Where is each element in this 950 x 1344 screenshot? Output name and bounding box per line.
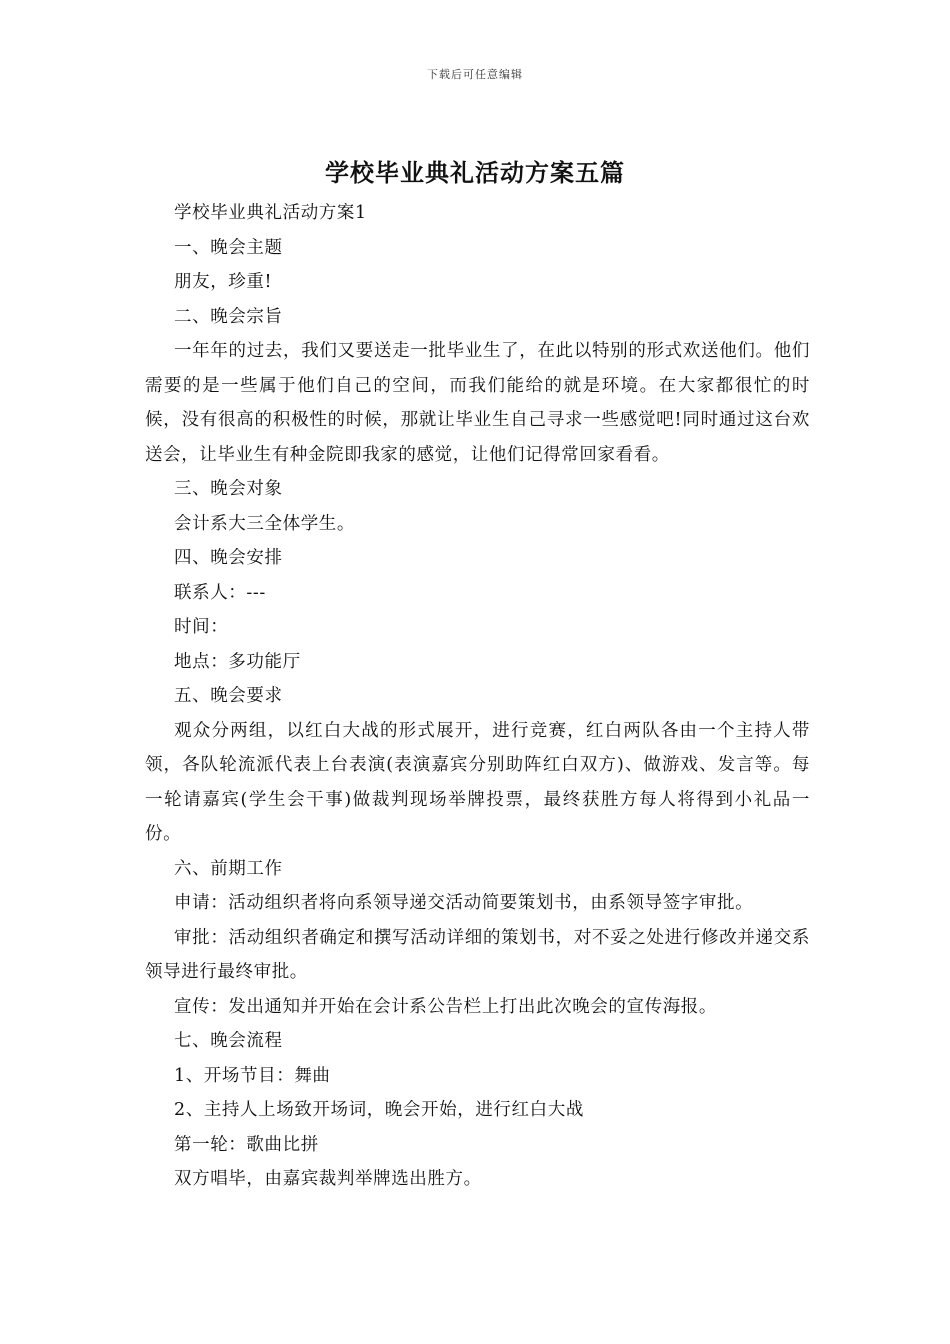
round-one: 第一轮：歌曲比拼: [174, 1134, 319, 1155]
requirements-text: 观众分两组，以红白大战的形式展开，进行竞赛，红白两队各由一个主持人带领，各队轮流派代表上台表演(表演嘉宾分别助阵红白双方)、做游戏、发言等。每一轮请嘉宾(学生会干事)做裁判现场举牌投票，最终获胜方每人将得到小礼品一份。: [145, 720, 810, 844]
flow-step-2: 2、主持人上场致开场词，晚会开始，进行红白大战: [174, 1100, 584, 1120]
heading-audience: 三、晚会对象: [174, 479, 283, 499]
heading-theme: 一、晚会主题: [174, 237, 283, 258]
theme-text: 朋友，珍重!: [174, 272, 273, 292]
flow-step-1: 1、开场节目：舞曲: [174, 1065, 331, 1086]
location-line: 地点：多功能厅: [174, 651, 301, 672]
heading-arrangement: 四、晚会安排: [174, 548, 283, 568]
heading-requirements: 五、晚会要求: [174, 686, 283, 706]
document-title: 学校毕业典礼活动方案五篇: [325, 158, 625, 187]
audience-text: 会计系大三全体学生。: [174, 513, 355, 534]
time-line: 时间：: [174, 617, 229, 637]
section-subtitle: 学校毕业典礼活动方案1: [174, 203, 367, 223]
document-body: [145, 196, 810, 1197]
purpose-text: 一年年的过去，我们又要送走一批毕业生了，在此以特别的形式欢送他们。他们需要的是一些属于他们自己的空间，而我们能给的就是环境。在大家都很忙的时候，没有很高的积极性的时候，那就让毕业生自己寻求一些感觉吧!同时通过这台欢送会，让毕业生有种金院即我家的感觉，让他们记得常回家看看。: [145, 341, 810, 465]
application-text: 申请：活动组织者将向系领导递交活动简要策划书，由系领导签字审批。: [174, 893, 754, 913]
approval-text: 审批：活动组织者确定和撰写活动详细的策划书，对不妥之处进行修改并递交系领导进行最终审批。: [145, 927, 810, 982]
heading-purpose: 二、晚会宗旨: [174, 306, 283, 327]
round-one-text: 双方唱毕，由嘉宾裁判举牌选出胜方。: [174, 1169, 482, 1189]
publicity-text: 宣传：发出通知并开始在会计系公告栏上打出此次晚会的宣传海报。: [174, 996, 717, 1017]
contact-line: 联系人：---: [174, 582, 266, 603]
page-header-note: 下载后可任意编辑: [427, 68, 523, 81]
heading-preparation: 六、前期工作: [174, 858, 283, 879]
heading-flow: 七、晚会流程: [174, 1031, 283, 1051]
